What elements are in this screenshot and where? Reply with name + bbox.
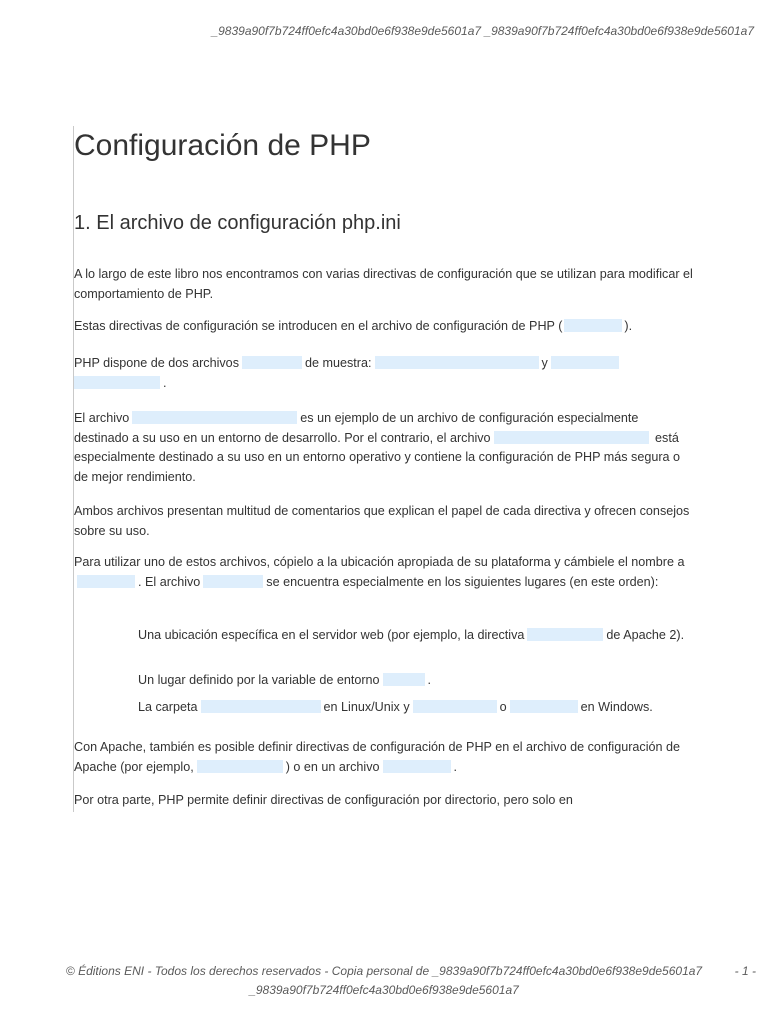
paragraph-development-file: El archivo es un ejemplo de un archivo de configuración especialmente destinado a su uso en un entorno de desarrollo. Por el contrario, el archivo está especialmente destinado a su uso en un entorno operativo y contiene la configuración de PHP más segura o de mejor rendimiento. <box>74 411 681 484</box>
redacted-code-highlight <box>510 700 578 713</box>
redacted-code-highlight <box>197 760 283 773</box>
document-id-header: _9839a90f7b724ff0efc4a30bd0e6f938e9de5601a7 _9839a90f7b724ff0efc4a30bd0e6f938e9de5601a7 <box>211 24 754 38</box>
paragraph-locations: Para utilizar uno de estos archivos, cópielo a la ubicación apropiada de su plataforma y cámbiele el nombre a. El archivo se encuentra especialmente en los siguientes lugares (en este orden): <box>74 555 685 589</box>
page-title: Configuración de PHP <box>74 129 371 162</box>
redacted-code-highlight <box>201 700 321 713</box>
redacted-code-highlight <box>74 376 160 389</box>
redacted-code-highlight <box>494 431 649 444</box>
footer-document-id: _9839a90f7b724ff0efc4a30bd0e6f938e9de5601a7 <box>249 983 519 997</box>
redacted-code-highlight <box>203 575 263 588</box>
paragraph-apache: Con Apache, también es posible definir directivas de configuración de PHP en el archivo de configuración de Apache (por ejemplo, ) o en un archivo . <box>74 740 681 774</box>
paragraph-sample-files: PHP dispone de dos archivos de muestra: y . <box>74 354 694 393</box>
page-number: - 1 - <box>734 964 756 978</box>
paragraph-directives: Estas directivas de configuración se introducen en el archivo de configuración de PHP ( ). <box>74 319 633 333</box>
redacted-code-highlight <box>375 356 539 369</box>
paragraph-per-directory: Por otra parte, PHP permite definir directivas de configuración por directorio, pero solo en <box>74 793 573 807</box>
document-content <box>73 126 694 812</box>
paragraph-intro: A lo largo de este libro nos encontramos con varias directivas de configuración que se utilizan para modificar el comportamiento de PHP. <box>74 267 693 301</box>
list-item: Un lugar definido por la variable de entorno . <box>138 673 432 687</box>
redacted-code-highlight <box>564 319 622 332</box>
list-item: La carpeta en Linux/Unix y o en Windows. <box>138 700 653 714</box>
redacted-code-highlight <box>413 700 497 713</box>
copyright-notice: © Éditions ENI - Todos los derechos reservados - Copia personal de _9839a90f7b724ff0efc4a30bd0e6f938e9de5601a7 <box>65 964 703 978</box>
redacted-code-highlight <box>77 575 135 588</box>
redacted-code-highlight <box>242 356 302 369</box>
page-footer <box>0 962 768 1000</box>
paragraph-comments: Ambos archivos presentan multitud de comentarios que explican el papel de cada directiva y ofrecen consejos sobre su uso. <box>74 504 690 538</box>
redacted-code-highlight <box>527 628 603 641</box>
list-item: Una ubicación específica en el servidor web (por ejemplo, la directiva de Apache 2). <box>138 628 685 642</box>
redacted-code-highlight <box>551 356 619 369</box>
redacted-code-highlight <box>383 673 425 686</box>
section-title: 1. El archivo de configuración php.ini <box>74 212 401 234</box>
redacted-code-highlight <box>132 411 297 424</box>
redacted-code-highlight <box>383 760 451 773</box>
